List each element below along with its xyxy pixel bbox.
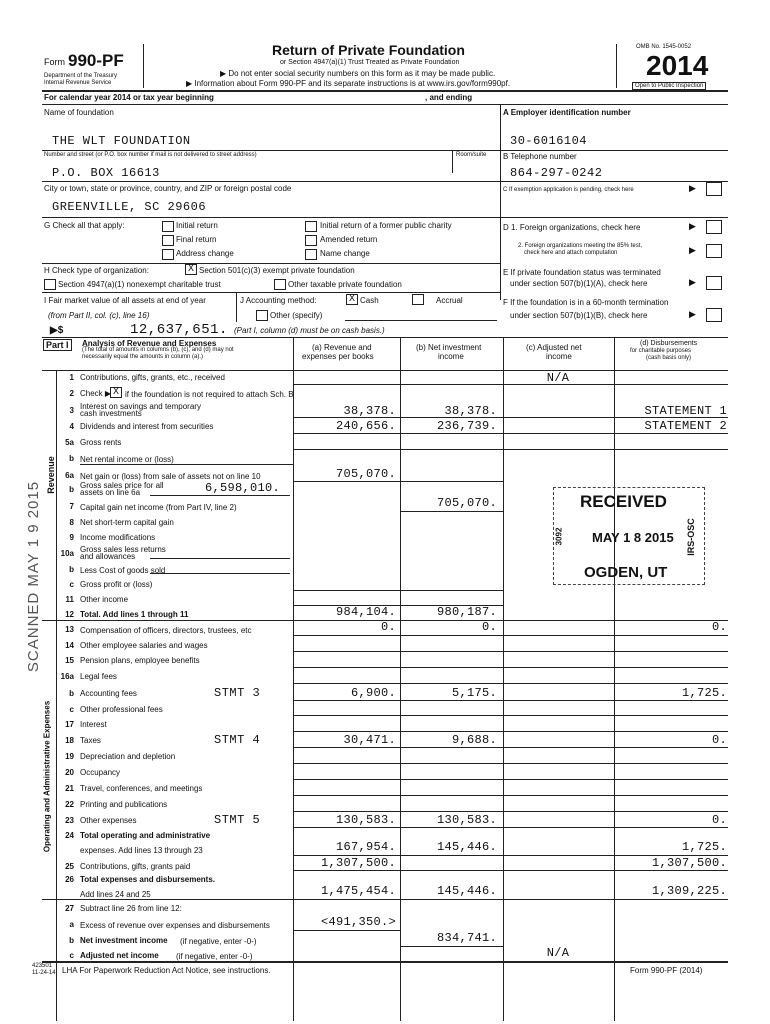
line-number: 22 [65, 800, 74, 809]
scanned-stamp: SCANNED MAY 1 9 2015 [25, 480, 43, 673]
line-label: (if negative, enter -0-) [180, 937, 257, 946]
line-number: 23 [65, 816, 74, 825]
stmt-ref: STMT 3 [214, 686, 261, 700]
line-label: Total expenses and disbursements. [80, 875, 216, 884]
line-number: 8 [69, 518, 74, 527]
arrow-icon: ▶ [689, 221, 696, 231]
r4-col-b: 236,739. [436, 419, 497, 433]
r25-col-d: 1,307,500. [651, 856, 727, 870]
amended-return-checkbox[interactable] [305, 235, 317, 246]
j-other-label: Other (specify) [270, 311, 323, 320]
r12-col-b: 980,187. [436, 605, 497, 619]
dept-line1: Department of the Treasury [44, 73, 118, 79]
line-label: Occupancy [80, 768, 121, 777]
arrow-icon: ▶ [689, 245, 696, 255]
initial-former-label: Initial return of a former public charity [320, 221, 452, 230]
r23-col-a: 130,583. [335, 813, 396, 827]
h-501c3-checkbox[interactable] [185, 264, 197, 275]
line-label: Subtract line 26 from line 12: [80, 904, 182, 913]
d1-label: D 1. Foreign organizations, check here [503, 223, 641, 232]
line-number: c [69, 580, 74, 589]
col-d-head-1: (d) Disbursements [640, 340, 698, 347]
line-label: Net gain or (loss) from sale of assets not on line 10 [80, 472, 261, 481]
col-b-head-2: income [438, 352, 464, 361]
stamp-side-left: 3092 [554, 527, 564, 546]
i-label-2: (from Part II, col. (c), line 16) [48, 311, 150, 320]
line-label: Travel, conferences, and meetings [80, 784, 203, 793]
part-i-label: Part I [43, 339, 72, 351]
final-return-label: Final return [176, 235, 217, 244]
f-label-2: under section 507(b)(1)(B), check here [510, 311, 648, 320]
check-x: X [187, 264, 194, 275]
line-label: Gross profit or (loss) [80, 580, 153, 589]
line-number: 13 [65, 625, 74, 634]
line-label: Other professional fees [80, 705, 163, 714]
r23-col-d: 0. [711, 813, 727, 827]
i-dollar: ▶$ [50, 325, 64, 336]
arrow-icon: ▶ [689, 277, 696, 287]
line-label: and allowances [80, 552, 136, 561]
check-x: X [112, 387, 119, 398]
stamp-city: OGDEN, UT [584, 564, 668, 581]
form-number: 990-PF [68, 51, 124, 70]
line-label: assets on line 6a [80, 488, 141, 497]
r18-col-a: 30,471. [343, 733, 396, 747]
line-number: c [69, 705, 74, 714]
received-stamp [553, 487, 705, 585]
city-label: City or town, state or province, country, and ZIP or foreign postal code [44, 184, 292, 193]
foreign-85-checkbox[interactable] [706, 244, 722, 258]
line-label: Gross sales price for all [80, 481, 164, 490]
foundation-name: THE WLT FOUNDATION [52, 134, 191, 148]
h-label: H Check type of organization: [44, 266, 149, 275]
line-label: expenses. Add lines 13 through 23 [80, 846, 203, 855]
line-number: b [69, 565, 74, 574]
r12-col-a: 984,104. [335, 605, 396, 619]
j-other-checkbox[interactable] [256, 310, 268, 321]
line-label: cash investments [80, 409, 142, 418]
r27a-col-a: <491,350.> [320, 915, 396, 929]
public-inspection: Open to Public Inspection [632, 82, 706, 90]
j-accrual-label: Accrual [436, 296, 463, 305]
phone-label: B Telephone number [503, 152, 577, 161]
line-label: Adjusted net income [80, 951, 159, 960]
j-cash-label: Cash [360, 296, 379, 305]
f-checkbox[interactable] [706, 308, 722, 322]
line-label: Dividends and interest from securities [80, 422, 214, 431]
e-label-1: E If private foundation status was terminated [503, 268, 661, 277]
r7-col-b: 705,070. [436, 496, 497, 510]
phone-value: 864-297-0242 [510, 166, 603, 180]
lha-notice: LHA For Paperwork Reduction Act Notice, see instructions. [62, 966, 271, 975]
r27c-col-c: N/A [546, 946, 570, 960]
h-4947-checkbox[interactable] [44, 279, 56, 290]
r13-col-a: 0. [380, 620, 396, 634]
r23-col-b: 130,583. [436, 813, 497, 827]
line-label: Interest on savings and temporary [80, 402, 201, 411]
r25-col-a: 1,307,500. [320, 856, 396, 870]
line-label: Contributions, gifts, grants, etc., received [80, 373, 225, 382]
initial-return-checkbox[interactable] [162, 221, 174, 232]
line-label: Other expenses [80, 816, 137, 825]
ein-label: A Employer identification number [503, 108, 631, 117]
dept-line2: Internal Revenue Service [44, 80, 112, 86]
line-label: Depreciation and depletion [80, 752, 176, 761]
r26-col-d: 1,309,225. [651, 884, 727, 898]
r27b-col-b: 834,741. [436, 931, 497, 945]
line-number: 17 [65, 720, 74, 729]
r6a-col-a: 705,070. [335, 467, 396, 481]
r26-col-b: 145,446. [436, 884, 497, 898]
foundation-name-label: Name of foundation [44, 108, 114, 117]
r6b-value: 6,598,010. [204, 481, 280, 495]
amended-return-label: Amended return [320, 235, 378, 244]
r1-col-c: N/A [546, 371, 570, 385]
line-number: b [69, 454, 74, 463]
h-other-label: Other taxable private foundation [288, 280, 402, 289]
r16b-col-b: 5,175. [451, 686, 497, 700]
d2-label-b: check here and attach computation [524, 250, 618, 256]
line-label: Check ▶ [80, 389, 112, 398]
exemption-pending-label: C If exemption application is pending, check here [503, 187, 634, 193]
form-footer-ref: Form 990-PF (2014) [630, 966, 703, 975]
r24-col-b: 145,446. [436, 840, 497, 854]
line-number: b [69, 689, 74, 698]
line-number: 21 [65, 784, 74, 793]
line-label: Legal fees [80, 672, 117, 681]
r16b-col-a: 6,900. [350, 686, 396, 700]
line-label: Total operating and administrative [80, 831, 211, 840]
sch-b-checkbox[interactable] [110, 387, 122, 398]
line-label: Other employee salaries and wages [80, 641, 208, 650]
line-number: 27 [65, 904, 74, 913]
omb-number: OMB No. 1545-0052 [636, 44, 692, 50]
line-label: Add lines 24 and 25 [80, 890, 151, 899]
line-number: 18 [65, 736, 74, 745]
arrow-icon: ▶ [689, 183, 696, 193]
line-label: Gross rents [80, 438, 122, 447]
r24-col-d: 1,725. [681, 840, 727, 854]
r13-col-d: 0. [711, 620, 727, 634]
street-address: P.O. BOX 16613 [52, 166, 160, 180]
form-label: Form [44, 57, 65, 67]
line-number: 5a [65, 438, 74, 447]
e-checkbox[interactable] [706, 276, 722, 290]
r18-col-d: 0. [711, 733, 727, 747]
line-label: Interest [80, 720, 107, 729]
g-label: G Check all that apply: [44, 221, 125, 230]
d2-label-a: 2. Foreign organizations meeting the 85% test, [518, 243, 643, 249]
line-number: 11 [65, 595, 74, 604]
info-notice: ▶ Information about Form 990-PF and its separate instructions is at www.irs.gov/form990pf. [186, 79, 511, 88]
stmt-ref: STMT 5 [214, 813, 261, 827]
line-label: Net investment income [80, 936, 168, 945]
line-label: Compensation of officers, directors, trustees, etc [80, 626, 252, 635]
calendar-year-label: For calendar year 2014 or tax year beginning [44, 93, 214, 102]
line-number: 6a [65, 471, 74, 480]
and-ending-label: , and ending [425, 93, 473, 102]
stamp-date: MAY 1 8 2015 [592, 530, 674, 545]
col-c-head-2: income [546, 352, 572, 361]
line-number: 14 [65, 641, 74, 650]
stamp-side-right: IRS-OSC [685, 518, 696, 556]
part-i-note-2: necessarily equal the amounts in column (a).) [82, 354, 204, 360]
line-label: Income modifications [80, 533, 156, 542]
line-number: 25 [65, 862, 74, 871]
name-change-label: Name change [320, 249, 370, 258]
line-label: Accounting fees [80, 689, 137, 698]
line-number: 3 [69, 406, 74, 415]
line-number: a [69, 920, 74, 929]
r13-col-b: 0. [481, 620, 497, 634]
fair-market-value: 12,637,651. [130, 322, 228, 338]
form-subtitle: or Section 4947(a)(1) Trust Treated as Private Foundation [280, 59, 460, 66]
line-number: 7 [69, 502, 74, 511]
expenses-side-label: Operating and Administrative Expenses [42, 700, 52, 853]
j-label: J Accounting method: [240, 296, 317, 305]
r26-col-a: 1,475,454. [320, 884, 396, 898]
line-number: 12 [65, 610, 74, 619]
e-label-2: under section 507(b)(1)(A), check here [510, 279, 648, 288]
col-c-head-1: (c) Adjusted net [526, 343, 582, 352]
foreign-org-checkbox[interactable] [706, 220, 722, 234]
r3-col-d: STATEMENT 1 [644, 404, 727, 418]
line-number: 16a [60, 672, 74, 681]
part-i-title: Analysis of Revenue and Expenses [82, 339, 217, 348]
line-number: 24 [65, 831, 74, 840]
line-number: 9 [69, 533, 74, 542]
h-4947-label: Section 4947(a)(1) nonexempt charitable trust [58, 280, 221, 289]
check-x: X [348, 294, 355, 305]
line-number: 26 [65, 875, 74, 884]
line-number: 4 [69, 422, 74, 431]
ein-value: 30-6016104 [510, 134, 588, 148]
part-i-note-1: (The total of amounts in columns (b), (c), and (d) may not [82, 347, 234, 353]
r16b-col-d: 1,725. [681, 686, 727, 700]
line-label: (if negative, enter -0-) [176, 952, 253, 961]
room-suite-label: Room/suite [456, 152, 487, 158]
line-number: b [69, 485, 74, 494]
street-label: Number and street (or P.O. box number if mail is not delivered to street address) [44, 152, 257, 158]
line-label: Net short-term capital gain [80, 518, 174, 527]
j-accrual-checkbox[interactable] [412, 294, 424, 305]
final-return-checkbox[interactable] [162, 235, 174, 246]
i-label-1: I Fair market value of all assets at end of year [44, 296, 206, 305]
line-label: Other income [80, 595, 129, 604]
r3-col-a: 38,378. [343, 404, 396, 418]
r24-col-a: 167,954. [335, 840, 396, 854]
arrow-icon: ▶ [689, 309, 696, 319]
col-b-head-1: (b) Net investment [416, 343, 482, 352]
line-label: Excess of revenue over expenses and disbursements [80, 921, 270, 930]
f-label-1: F If the foundation is in a 60-month termination [503, 298, 669, 307]
line-label: Gross sales less returns [80, 545, 166, 554]
initial-former-checkbox[interactable] [305, 221, 317, 232]
j-cash-checkbox[interactable] [346, 294, 358, 305]
form-code-2: 11-24-14 [32, 970, 56, 976]
line-label: Less Cost of goods sold [80, 566, 166, 575]
line-number: 2 [69, 389, 74, 398]
line-number: 20 [65, 768, 74, 777]
form-code-1: 423501 [32, 963, 53, 969]
ssn-notice: ▶ Do not enter social security numbers on this form as it may be made public. [220, 69, 496, 78]
line-number: 19 [65, 752, 74, 761]
line-label: Total. Add lines 1 through 11 [80, 610, 189, 619]
r4-col-d: STATEMENT 2 [644, 419, 727, 433]
r3-col-b: 38,378. [444, 404, 497, 418]
city-state-zip: GREENVILLE, SC 29606 [52, 200, 207, 214]
stamp-received: RECEIVED [580, 492, 667, 511]
address-change-label: Address change [176, 249, 234, 258]
tax-year: 2014 [646, 50, 709, 81]
line-number: 15 [65, 656, 74, 665]
line-label: Pension plans, employee benefits [80, 656, 200, 665]
h-other-checkbox[interactable] [274, 279, 286, 290]
line-number: c [69, 951, 74, 960]
name-change-checkbox[interactable] [305, 249, 317, 260]
line-label: if the foundation is not required to attach Sch. B [125, 390, 294, 399]
col-d-head-3: (cash basis only) [646, 355, 692, 361]
col-a-head-1: (a) Revenue and [312, 343, 372, 352]
j-note: (Part I, column (d) must be on cash basis.) [234, 326, 385, 335]
form-title: Return of Private Foundation [272, 42, 465, 58]
initial-return-label: Initial return [176, 221, 218, 230]
line-number: 10a [60, 549, 74, 558]
revenue-side-label: Revenue [45, 456, 56, 494]
col-d-head-2: for charitable purposes [630, 348, 692, 354]
line-number: b [69, 936, 74, 945]
address-change-checkbox[interactable] [162, 249, 174, 260]
r18-col-b: 9,688. [451, 733, 497, 747]
stmt-ref: STMT 4 [214, 733, 261, 747]
r4-col-a: 240,656. [335, 419, 396, 433]
line-label: Taxes [80, 736, 101, 745]
col-a-head-2: expenses per books [302, 352, 374, 361]
h-501c3-label: Section 501(c)(3) exempt private foundation [199, 266, 355, 275]
exemption-pending-checkbox[interactable] [706, 182, 722, 196]
line-label: Net rental income or (loss) [80, 455, 174, 464]
line-label: Capital gain net income (from Part IV, line 2) [80, 503, 237, 512]
line-number: 1 [69, 373, 74, 382]
line-label: Contributions, gifts, grants paid [80, 862, 191, 871]
line-label: Printing and publications [80, 800, 168, 809]
